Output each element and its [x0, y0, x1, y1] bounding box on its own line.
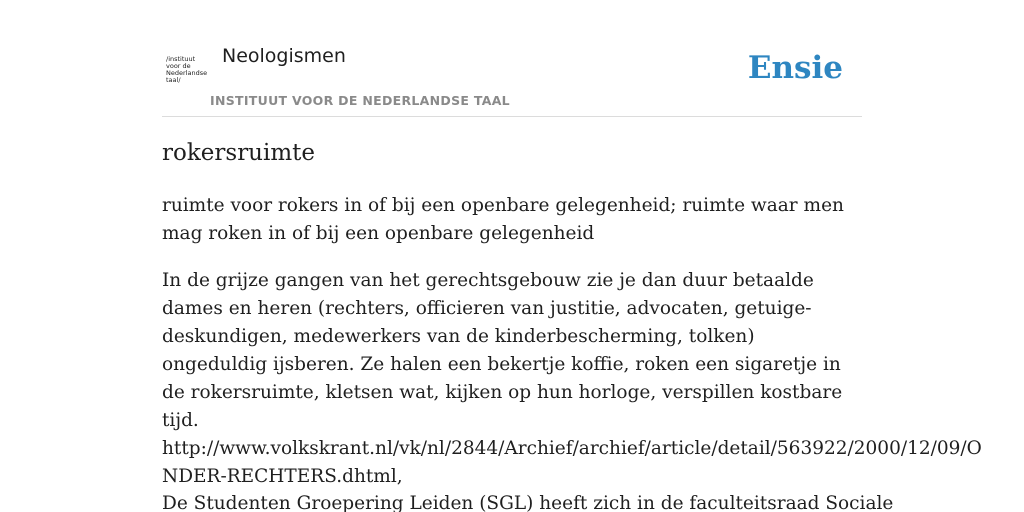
- example-quote-2: De Studenten Groepering Leiden (SGL) heeft zich in de faculteitsraad Sociale: [162, 493, 894, 512]
- entry-definition: ruimte voor rokers in of bij een openbare gelegenheid; ruimte waar men mag roken in of bij een openbare gelegenheid: [162, 195, 844, 244]
- logo-line: taal/: [166, 76, 181, 84]
- site-title[interactable]: Neologismen: [222, 45, 346, 67]
- ensie-brand-logo[interactable]: Ensie: [747, 50, 843, 86]
- institute-logo[interactable]: [166, 56, 208, 90]
- logo-line: Nederlandse: [166, 69, 208, 77]
- entry-example: [162, 267, 982, 491]
- entry-term: rokersruimte: [162, 140, 316, 166]
- logo-line: /instituut: [166, 55, 196, 63]
- site-subtitle: INSTITUUT VOOR DE NEDERLANDSE TAAL: [210, 93, 510, 108]
- logo-line: voor de: [166, 62, 191, 70]
- example-quote: In de grijze gangen van het gerechtsgebouw zie je dan duur betaalde dames en heren (rechters, officieren van justitie, advocaten, getuige-deskundigen, medewerkers van de kinderbescherming, tolken) ongeduldig ijsberen. Ze halen een bekertje koffie, roken een sigaretje in de rokersruimte, kletsen wat, kijken op hun horloge, verspillen kostbare tijd.: [162, 270, 843, 431]
- example-source-link[interactable]: http://www.volkskrant.nl/vk/nl/2844/Archief/archief/article/detail/563922/2000/12/09/ONDER-RECHTERS.dhtml,: [162, 438, 982, 487]
- site-header: [162, 0, 862, 117]
